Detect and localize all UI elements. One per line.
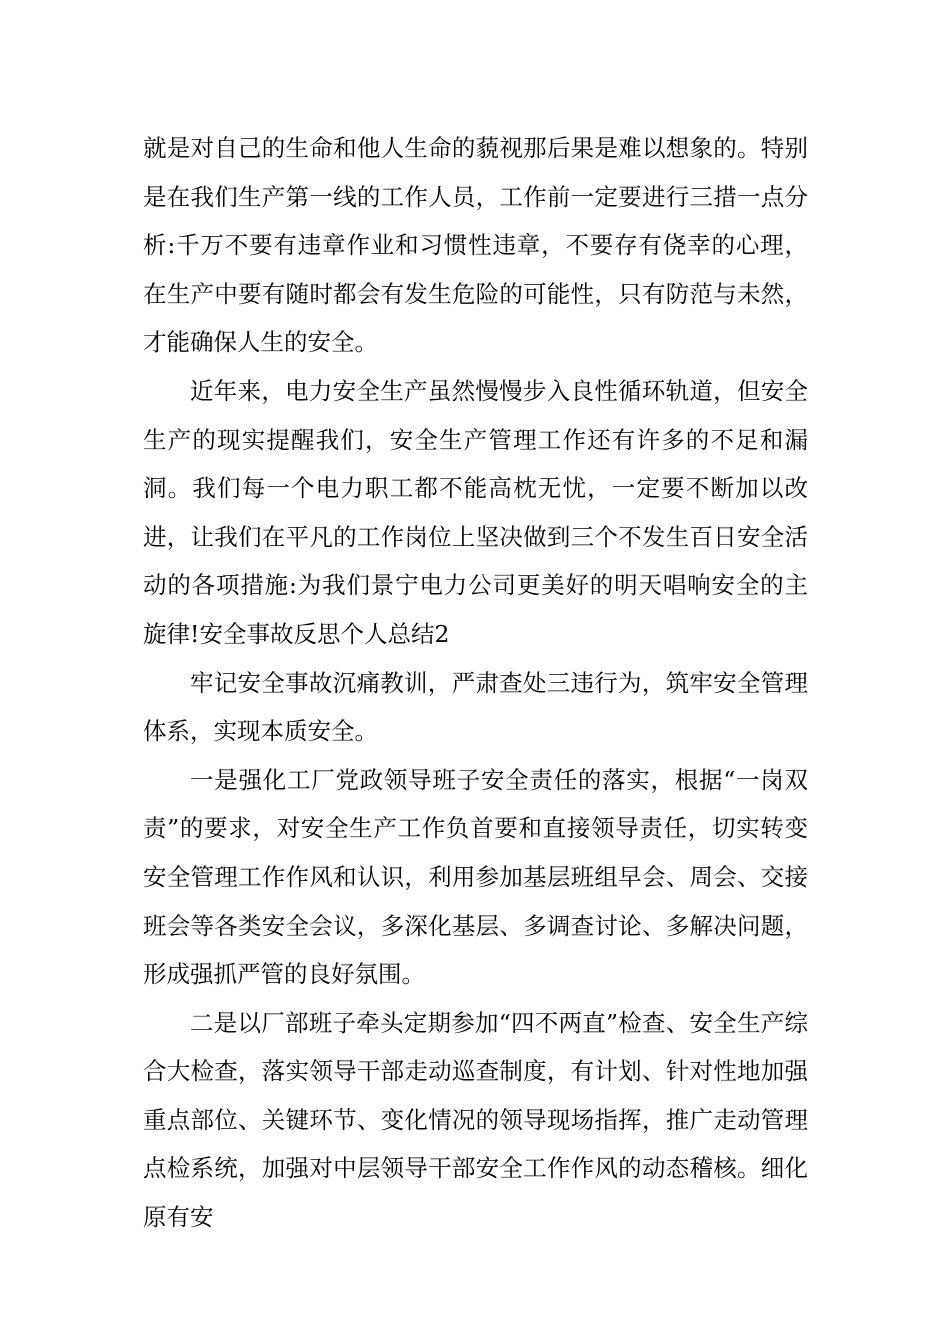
paragraph-point-one: 一是强化工厂党政领导班子安全责任的落实，根据“一岗双责”的要求，对安全生产工作负首要和直接领导责任，切实转变安全管理工作作风和认识，利用参加基层班组早会、周会、交接班会等各类安全会议，多深化基层、多调查讨论、多解决问题，形成强抓严管的良好氛围。 xyxy=(143,765,808,989)
document-body xyxy=(143,124,808,1242)
paragraph-lessons: 牢记安全事故沉痛教训，严肃查处三违行为，筑牢安全管理体系，实现本质安全。 xyxy=(143,668,808,746)
paragraph-point-two: 二是以厂部班子牵头定期参加“四不两直”检查、安全生产综合大检查，落实领导干部走动巡查制度，有计划、针对性地加强重点部位、关键环节、变化情况的领导现场指挥，推广走动管理点检系统，加强对中层领导干部安全工作作风的动态稽核。细化原有安 xyxy=(143,1008,808,1232)
paragraph-power-safety: 近年来，电力安全生产虽然慢慢步入良性循环轨道，但安全生产的现实提醒我们，安全生产管理工作还有许多的不足和漏洞。我们每一个电力职工都不能高枕无忧，一定要不断加以改进，让我们在平凡的工作岗位上坚决做到三个不发生百日安全活动的各项措施:为我们景宁电力公司更美好的明天唱响安全的主旋律!安全事故反思个人总结2 xyxy=(143,376,808,648)
paragraph-continuation: 就是对自己的生命和他人生命的藐视那后果是难以想象的。特别是在我们生产第一线的工作人员，工作前一定要进行三措一点分析:千万不要有违章作业和习惯性违章，不要存有侥幸的心理，在生产中要有随时都会有发生危险的可能性，只有防范与未然，才能确保人生的安全。 xyxy=(143,134,808,357)
